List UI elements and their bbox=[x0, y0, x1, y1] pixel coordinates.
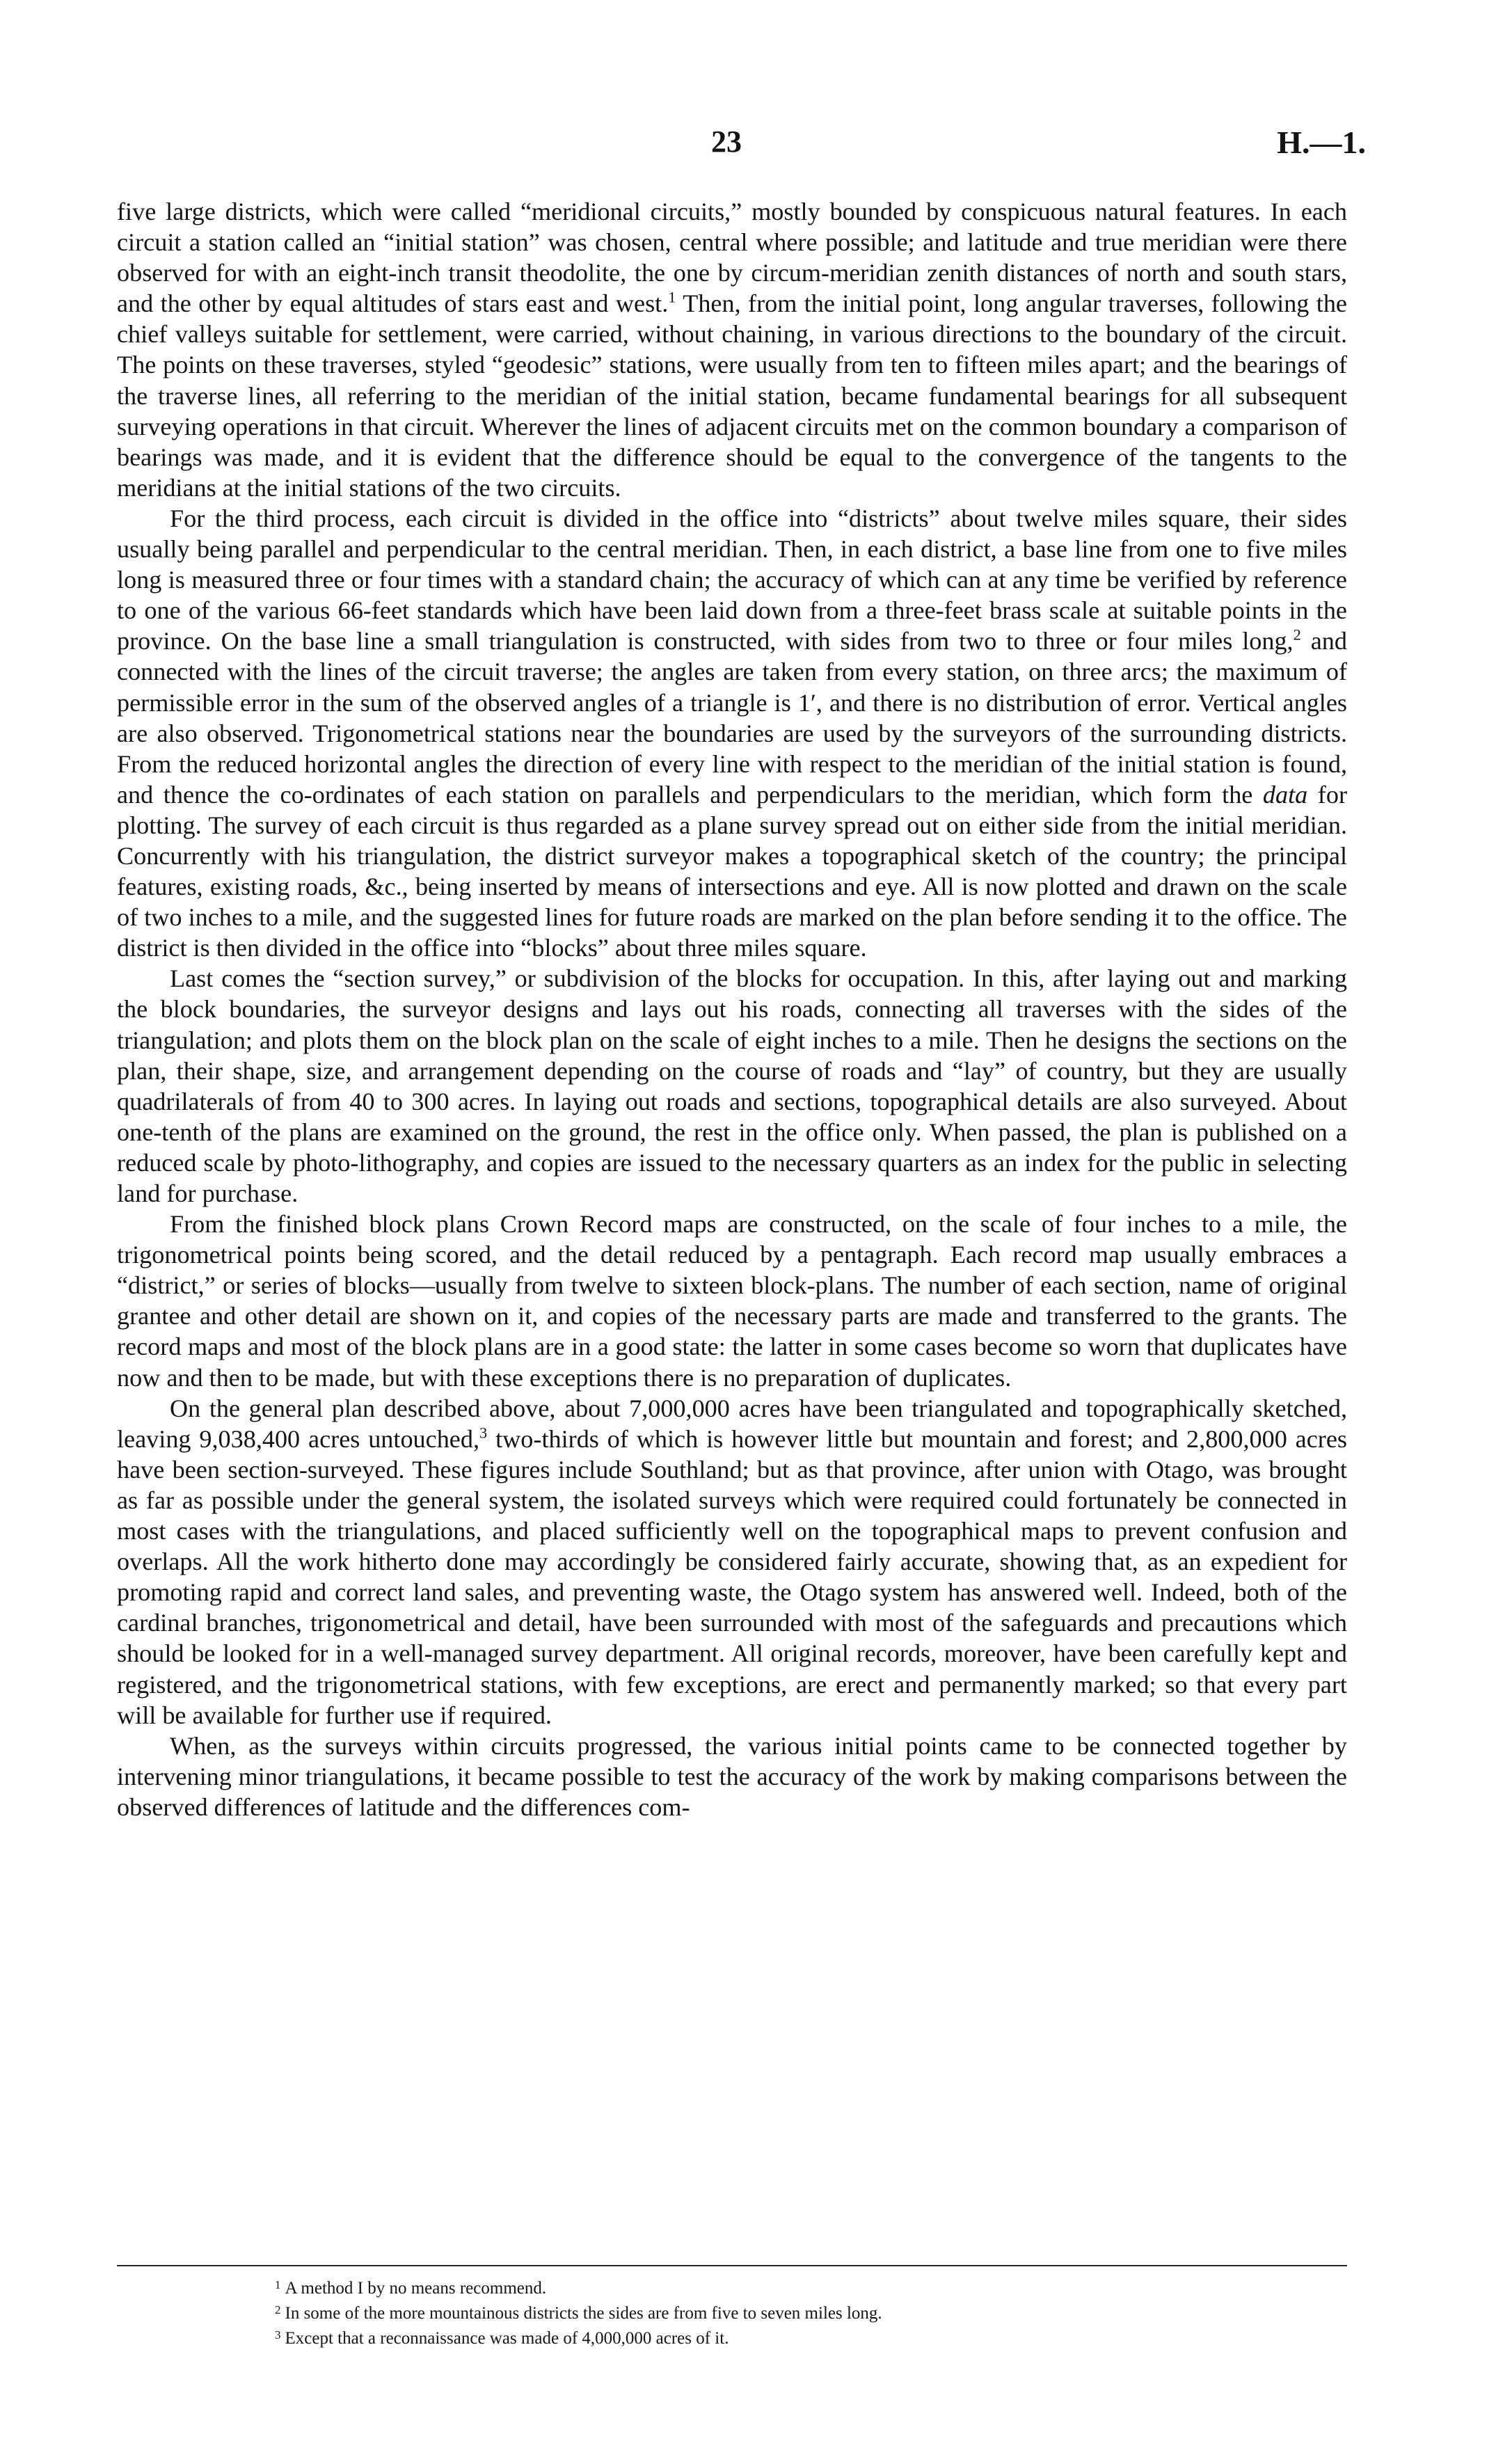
paragraph-text: five large districts, which were called “meridional circuits,” mostly bounded by conspicuous natural features. In each circuit a station called an “initial station” was chosen, central where possible; and latitude and true meridian were there observed for with an eight-inch transit theodolite, the one by circum-meridian zenith distances of north and south stars, and the other by equal altitudes of stars east and west. bbox=[117, 198, 1347, 318]
page-header bbox=[0, 124, 1512, 168]
paragraph-text: When, as the surveys within circuits progressed, the various initial points came to be connected together by intervening minor triangulations, it became possible to test the accuracy of the work by making comparisons between the observed differences of latitude and the differences com- bbox=[117, 1731, 1347, 1821]
paragraph-text: for plotting. The survey of each circuit is thus regarded as a plane survey spread out on either side from the initial meridian. Concurrently with his triangulation, the district surveyor makes a topographical sketch of the country; the principal features, existing roads, &c., being inserted by means of intersections and eye. All is now plotted and drawn on the scale of two inches to a mile, and the suggested lines for future roads are marked on the plan before sending it to the office. The district is then divided in the office into “blocks” about three miles square. bbox=[117, 780, 1348, 962]
footnote-divider bbox=[117, 2265, 1347, 2266]
footnote-text: In some of the more mountainous districts the sides are from five to seven miles long. bbox=[285, 2304, 882, 2323]
footnote-1 bbox=[275, 2274, 1346, 2299]
page-number: 23 bbox=[711, 125, 742, 159]
paragraph-text: two-thirds of which is however little but mountain and forest; and 2,800,000 acres have been section-surveyed. These figures include Southland; but as that province, after union with Otago, was brought as far as possible under the general system, the isolated surveys which were required could fortunately be connected in most cases with the triangulations, and placed sufficiently well on the topographical maps to prevent confusion and overlaps. All the work hitherto done may accordingly be considered fairly accurate, showing that, as an expedient for promoting rapid and correct land sales, and preventing waste, the Otago system has answered well. Indeed, both of the cardinal branches, trigonometrical and detail, have been surrounded with most of the safeguards and precautions which should be looked for in a well-managed survey department. All original records, moreover, have been carefully kept and registered, and the trigonometrical stations, with few exceptions, are erect and permanently marked; so that every part will be available for further use if required. bbox=[117, 1424, 1347, 1729]
footnote-mark: 3 bbox=[275, 2328, 281, 2341]
paragraph-text: On the general plan described above, about 7,000,000 acres have been triangulated and topographically sketched, leaving 9,038,400 acres untouched, bbox=[117, 1394, 1347, 1453]
paragraph-5 bbox=[117, 1393, 1347, 1731]
paragraph-1 bbox=[117, 196, 1347, 503]
paragraph-4 bbox=[117, 1209, 1347, 1393]
paragraph-text: and connected with the lines of the circuit traverse; the angles are taken from every station, on three arcs; the maximum of permissible error in the sum of the observed angles of a triangle is 1′, and there is no distribution of error. Vertical angles are also observed. Trigonometrical stations near the boundaries are used by the surveyors of the surrounding districts. From the reduced horizontal angles the direction of every line with respect to the meridian of the initial station is found, and thence the co-ordinates of each station on parallels and perpendiculars to the meridian, which form the bbox=[117, 627, 1347, 809]
paragraph-6 bbox=[117, 1731, 1347, 1822]
footnote-text: Except that a reconnaissance was made of 4,000,000 acres of it. bbox=[285, 2329, 729, 2348]
footnote-3 bbox=[275, 2324, 1346, 2349]
paragraph-3 bbox=[117, 963, 1347, 1209]
footnote-ref-3: 3 bbox=[479, 1424, 488, 1442]
footnote-mark: 2 bbox=[275, 2303, 281, 2316]
footnote-ref-1: 1 bbox=[668, 288, 676, 306]
footnote-2 bbox=[275, 2299, 1346, 2324]
footnote-ref-2: 2 bbox=[1293, 626, 1301, 644]
footnote-mark: 1 bbox=[275, 2278, 281, 2291]
document-reference: H.—1. bbox=[1277, 125, 1366, 160]
paragraph-2 bbox=[117, 503, 1347, 963]
footnote-text: A method I by no means recommend. bbox=[285, 2279, 547, 2298]
paragraph-text: Then, from the initial point, long angular traverses, following the chief valleys suitable for settlement, were carried, without chaining, in various directions to the boundary of the circuit. The points on these traverses, styled “geodesic” stations, were usually from ten to fifteen miles apart; and the bearings of the traverse lines, all referring to the meridian of the initial station, became fundamental bearings for all subsequent surveying operations in that circuit. Wherever the lines of adjacent circuits met on the common boundary a comparison of bearings was made, and it is evident that the difference should be equal to the convergence of the tangents to the meridians at the initial stations of the two circuits. bbox=[117, 289, 1347, 502]
paragraph-text: Last comes the “section survey,” or subdivision of the blocks for occupation. In this, after laying out and marking the block boundaries, the surveyor designs and lays out his roads, connecting all traverses with the sides of the triangulation; and plots them on the block plan on the scale of eight inches to a mile. Then he designs the sections on the plan, their shape, size, and arrangement depending on the course of roads and “lay” of country, but they are usually quadrilaterals of from 40 to 300 acres. In laying out roads and sections, topographical details are also surveyed. About one-tenth of the plans are examined on the ground, the rest in the office only. When passed, the plan is published on a reduced scale by photo-lithography, and copies are issued to the necessary quarters as an index for the public in selecting land for purchase. bbox=[117, 964, 1347, 1207]
footnotes bbox=[275, 2274, 1346, 2349]
body-text bbox=[117, 196, 1347, 1822]
paragraph-text: From the finished block plans Crown Record maps are constructed, on the scale of four inches to a mile, the trigonometrical points being scored, and the detail reduced by a pentagraph. Each record map usually embraces a “district,” or series of blocks—usually from twelve to sixteen block-plans. The number of each section, name of original grantee and other detail are shown on it, and copies of the necessary parts are made and transferred to the grants. The record maps and most of the block plans are in a good state: the latter in some cases become so worn that duplicates have now and then to be made, but with these exceptions there is no preparation of duplicates. bbox=[117, 1210, 1347, 1392]
italic-word: data bbox=[1262, 780, 1308, 809]
paragraph-text: For the third process, each circuit is divided in the office into “districts” about twelve miles square, their sides usually being parallel and perpendicular to the central meridian. Then, in each district, a base line from one to five miles long is measured three or four times with a standard chain; the accuracy of which can at any time be verified by reference to one of the various 66-feet standards which have been laid down from a three-feet brass scale at suitable points in the province. On the base line a small triangulation is constructed, with sides from two to three or four miles long, bbox=[117, 504, 1347, 655]
